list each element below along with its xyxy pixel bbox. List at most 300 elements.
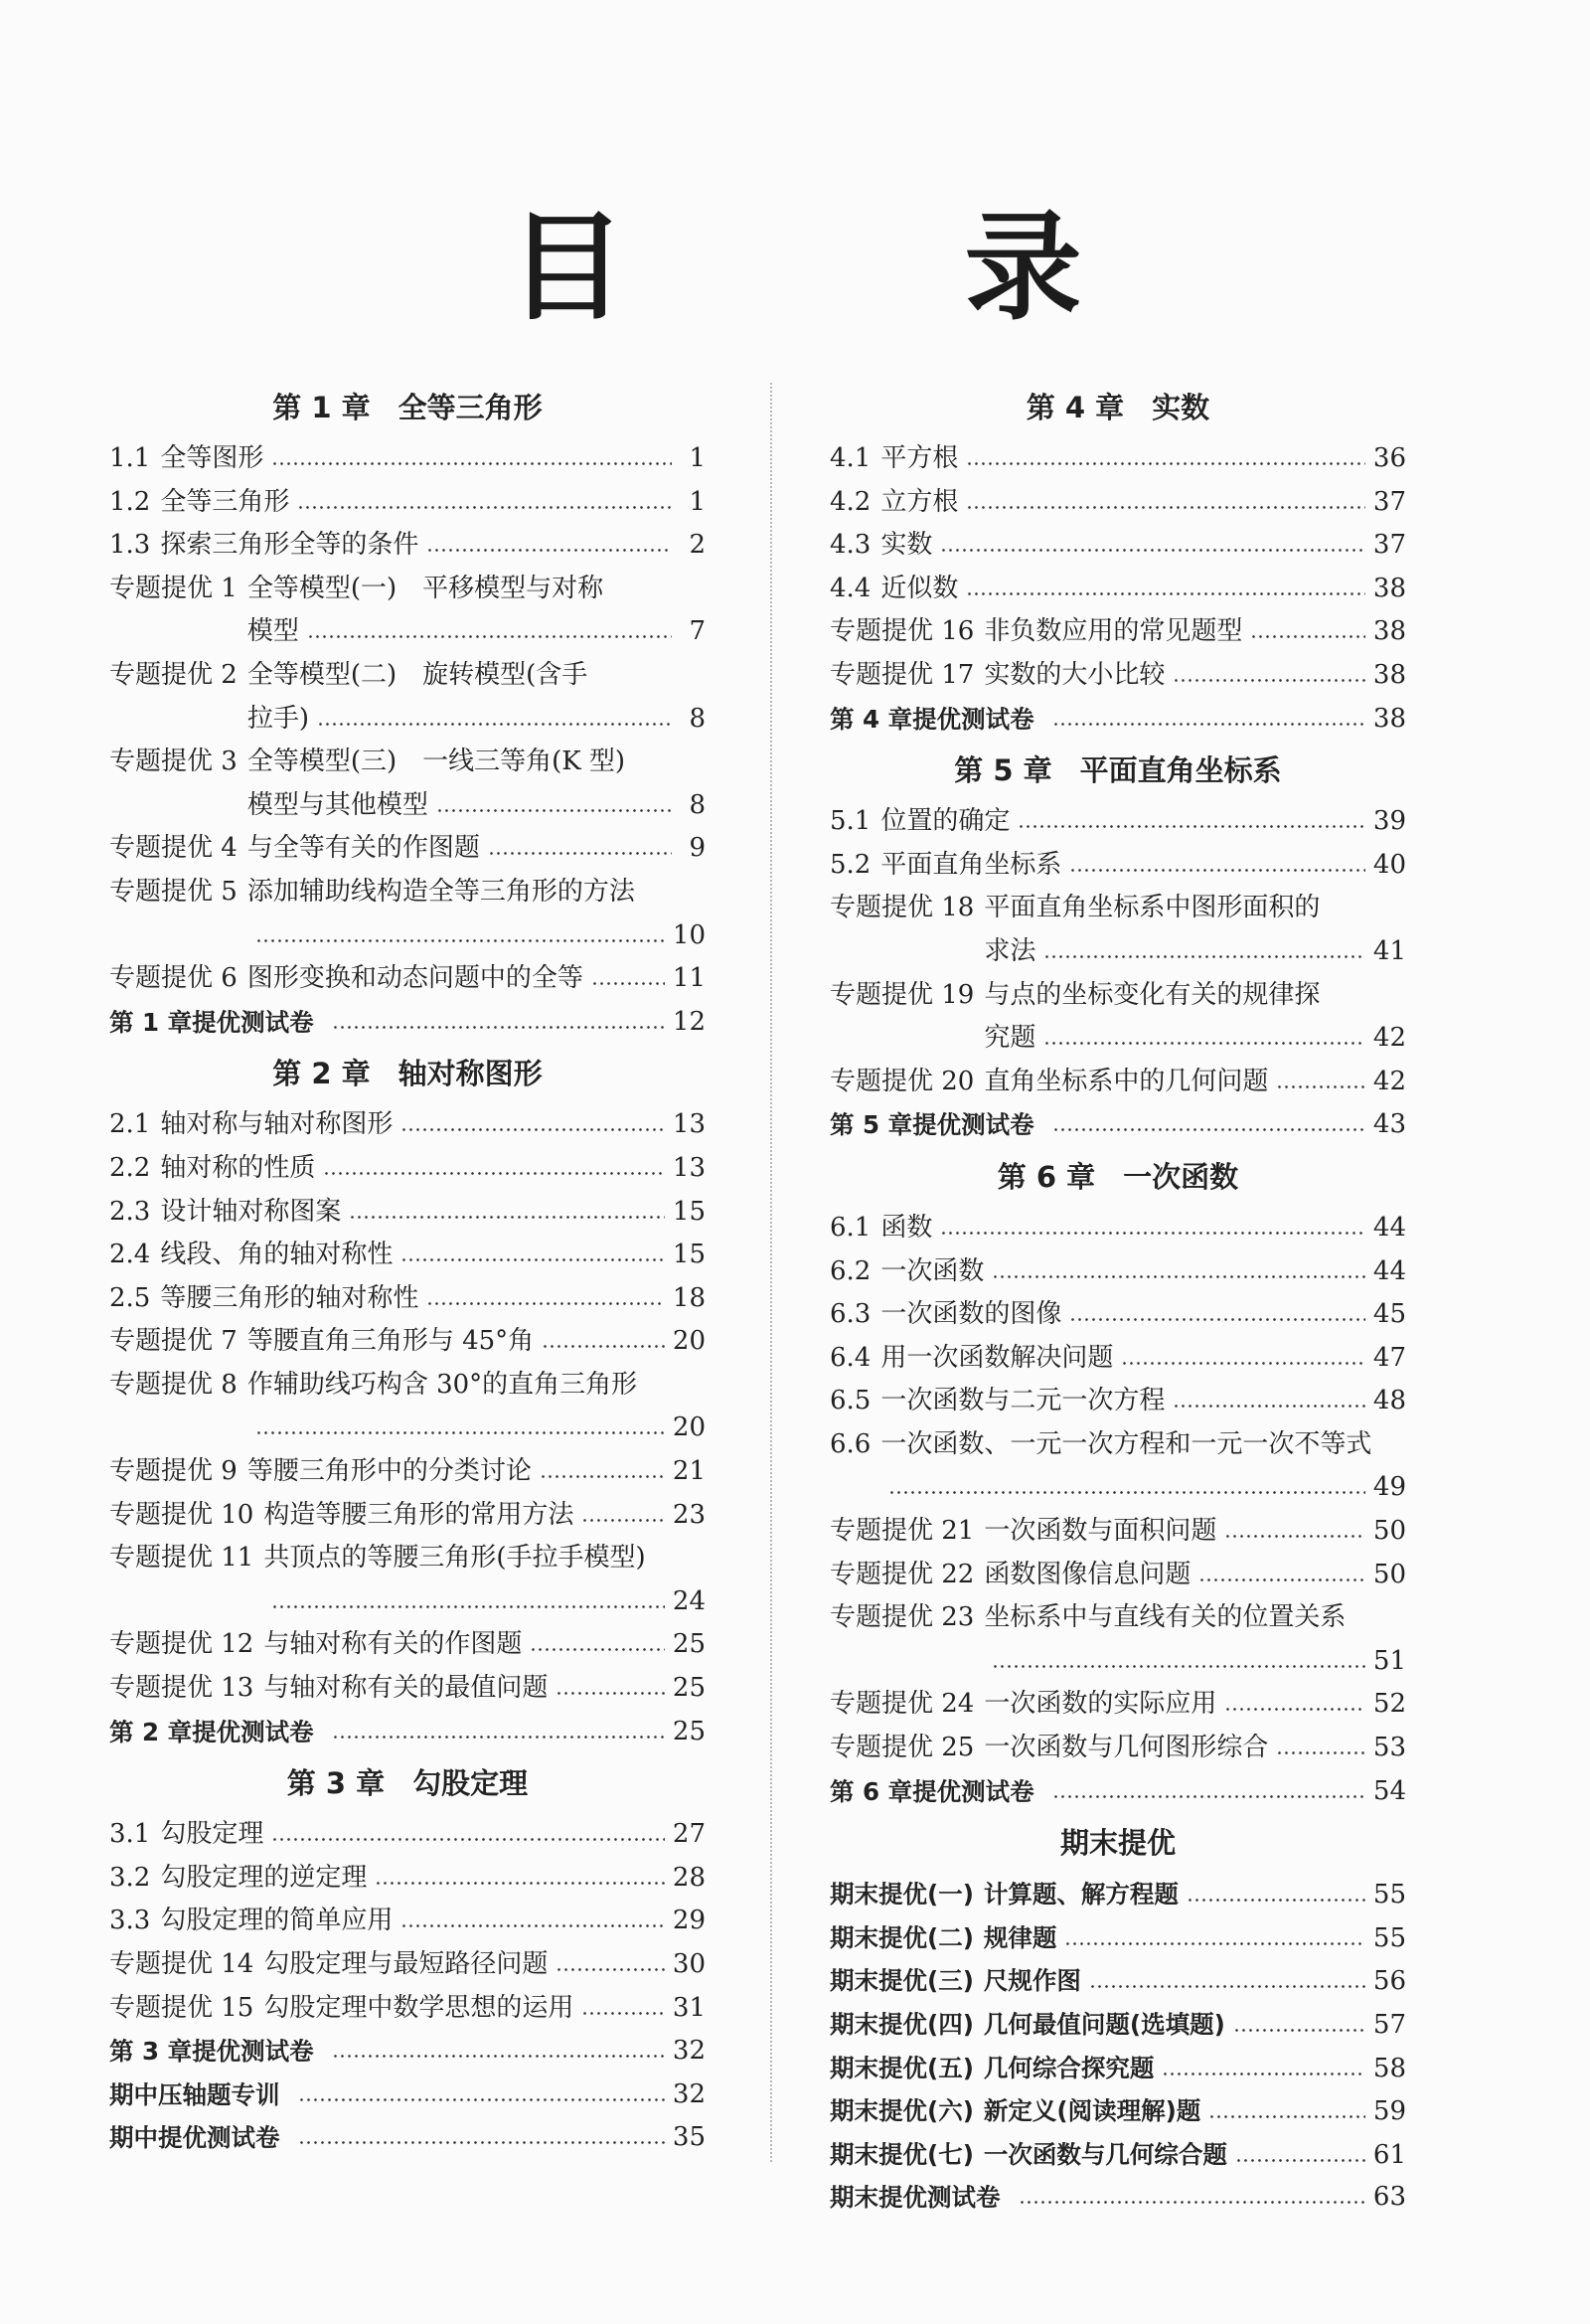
dot-leader: [1052, 704, 1365, 726]
page-number: 1: [689, 443, 706, 473]
toc-entry[interactable]: [109, 1234, 706, 1277]
entry-body: [247, 1320, 706, 1364]
dot-leader: [298, 2123, 665, 2145]
toc-entry[interactable]: [830, 1554, 1406, 1597]
toc-entry[interactable]: [830, 1683, 1406, 1727]
entry-body: [263, 1943, 706, 1987]
entry-line: [247, 1320, 706, 1364]
entry-line: [880, 1250, 1406, 1294]
entry-title: 轴对称与轴对称图形: [160, 1109, 394, 1140]
dot-leader: [426, 1284, 665, 1306]
toc-entry[interactable]: [830, 568, 1406, 611]
toc-entry[interactable]: [830, 974, 1406, 1061]
entry-line: [247, 654, 706, 698]
entry-number: 专题提优 2: [109, 659, 238, 690]
toc-entry[interactable]: [109, 1900, 706, 1943]
entry-title: 勾股定理: [160, 1819, 264, 1850]
toc-entry[interactable]: [109, 1494, 706, 1538]
toc-entry[interactable]: [830, 524, 1406, 568]
page-number: 35: [672, 2122, 706, 2153]
chapter-heading: [830, 378, 1406, 437]
toc-entry[interactable]: [109, 568, 706, 654]
chapter-name: 勾股定理: [412, 1766, 529, 1801]
toc-entry[interactable]: [830, 1337, 1406, 1381]
toc-entry[interactable]: [830, 1207, 1406, 1250]
toc-entry[interactable]: [830, 437, 1406, 481]
page-number: 52: [1372, 1689, 1406, 1720]
entry-title: 一次函数与面积问题: [984, 1516, 1217, 1547]
toc-entry[interactable]: [109, 871, 706, 957]
entry-body: [1011, 2176, 1407, 2220]
entry-body: [984, 2089, 1406, 2133]
chapter-label: 第 5 章: [954, 753, 1052, 788]
page-number: 38: [1372, 703, 1406, 734]
page-number: 51: [1372, 1645, 1406, 1676]
entry-body: [247, 871, 706, 957]
entry-number: 专题提优 24: [830, 1689, 975, 1720]
entry-number: 专题提优 10: [109, 1499, 254, 1530]
page-number: 21: [672, 1456, 706, 1487]
toc-entry[interactable]: [830, 2133, 1406, 2177]
toc-entry[interactable]: [830, 1380, 1406, 1423]
entry-line: [160, 1191, 706, 1235]
entry-body: [984, 2047, 1406, 2090]
entry-body: [160, 1277, 706, 1321]
toc-entry[interactable]: [830, 2003, 1406, 2047]
entry-number: 专题提优 15: [109, 1992, 254, 2023]
entry-title: 等腰三角形中的分类讨论: [246, 1456, 532, 1487]
entry-title: 一次函数与几何综合题: [983, 2139, 1227, 2169]
toc-entry[interactable]: [109, 1537, 706, 1623]
page-number: 1: [689, 486, 706, 517]
page-number: 8: [689, 789, 706, 820]
page-number: 9: [689, 833, 706, 864]
entry-title: 一次函数的实际应用: [984, 1689, 1217, 1720]
entry-body: [247, 568, 706, 654]
entry-title: 图形变换和动态问题中的全等: [246, 963, 583, 994]
toc-entry[interactable]: [109, 1191, 706, 1235]
entry-number: 3.1: [109, 1819, 151, 1850]
entry-title: 非负数应用的常见题型: [984, 616, 1243, 647]
page-number: 10: [672, 919, 706, 950]
entry-line: [880, 1466, 1406, 1510]
dot-leader: [581, 1501, 665, 1523]
toc-entry[interactable]: [109, 481, 706, 525]
entry-number: 第 1 章提优测试卷: [109, 1007, 314, 1037]
chapter-heading: [109, 1044, 706, 1103]
toc-entry[interactable]: [109, 1857, 706, 1901]
dot-leader: [1121, 1344, 1365, 1366]
entry-title: 线段、角的轴对称性: [160, 1240, 394, 1270]
entry-title: 尺规作图: [983, 1966, 1081, 1996]
entry-number: 专题提优 19: [830, 979, 975, 1010]
page-number: 20: [672, 1326, 706, 1357]
toc-entry[interactable]: [109, 1943, 706, 1987]
chapter-name: 实数: [1152, 391, 1210, 424]
dot-leader: [888, 1473, 1365, 1495]
entry-number: 专题提优 5: [109, 876, 238, 907]
entry-body: [984, 974, 1406, 1061]
entry-number: 期末提优(七): [830, 2139, 974, 2169]
entry-body: [247, 827, 706, 871]
entry-body: [1044, 698, 1406, 742]
toc-entry[interactable]: [109, 524, 706, 568]
page-number: 55: [1372, 1880, 1406, 1910]
entry-title: 勾股定理的逆定理: [160, 1862, 368, 1893]
entry-title: 共顶点的等腰三角形(手拉手模型): [263, 1543, 646, 1574]
dot-leader: [556, 1674, 665, 1696]
entry-line: [263, 1667, 706, 1711]
entry-title: 一次函数、一元一次方程和一元一次不等式: [880, 1428, 1372, 1459]
entry-title: 几何最值问题(选填题): [983, 2010, 1225, 2039]
dot-leader: [1187, 1881, 1365, 1903]
entry-title: 一次函数与几何图形综合: [984, 1733, 1269, 1763]
entry-number: 4.1: [830, 443, 872, 473]
entry-number: 1.2: [109, 486, 151, 517]
page-number: 32: [672, 2036, 706, 2067]
toc-entry[interactable]: [830, 1061, 1406, 1104]
entry-line: [984, 887, 1406, 930]
toc-entry[interactable]: [109, 957, 706, 1001]
entry-line: [247, 568, 706, 611]
entry-body: [984, 1683, 1406, 1727]
page-number: 38: [1372, 616, 1406, 647]
page-number: 55: [1372, 1922, 1406, 1953]
dot-leader: [1089, 1967, 1365, 1989]
entry-body: [880, 568, 1406, 611]
entry-body: [984, 1727, 1406, 1770]
entry-line: [984, 1061, 1406, 1104]
toc-entry[interactable]: [109, 1667, 706, 1711]
entry-body: [324, 2030, 706, 2074]
dot-leader: [1198, 1561, 1365, 1582]
entry-number: 期中压轴题专训: [109, 2079, 280, 2109]
dot-leader: [271, 444, 672, 466]
dot-leader: [332, 2037, 665, 2059]
entry-title: 一次函数: [880, 1255, 985, 1286]
toc-entry[interactable]: [830, 1770, 1406, 1814]
entry-title: 实数: [880, 530, 933, 561]
entry-title: 新定义(阅读理解)题: [983, 2096, 1201, 2126]
entry-number: 期末提优(六): [830, 2096, 974, 2126]
entry-number: 4.4: [830, 573, 872, 603]
entry-number: 期末提优(三): [830, 1966, 974, 1996]
toc-entry[interactable]: [830, 1916, 1406, 1960]
entry-line: [160, 1857, 706, 1901]
entry-line: [1044, 698, 1406, 742]
entry-title: 全等三角形: [160, 486, 290, 517]
entry-line: [984, 610, 1406, 654]
entry-line: [160, 1277, 706, 1321]
entry-title: 勾股定理与最短路径问题: [263, 1949, 549, 1979]
entry-line: [160, 437, 706, 481]
entry-line: [160, 1234, 706, 1277]
page-number: 27: [672, 1819, 706, 1850]
entry-body: [324, 1001, 706, 1045]
chapter-name: 全等三角形: [398, 391, 543, 424]
entry-line: [984, 1683, 1406, 1727]
page-number: 38: [1372, 659, 1406, 690]
entry-line: [160, 481, 706, 525]
dot-leader: [540, 1457, 665, 1479]
entry-number: 专题提优 17: [830, 659, 975, 690]
dot-leader: [307, 617, 672, 639]
dot-leader: [1052, 1777, 1365, 1799]
chapter-heading: [830, 1813, 1406, 1873]
toc-entry[interactable]: [830, 698, 1406, 742]
entry-title: 勾股定理中数学思想的运用: [263, 1992, 574, 2023]
entry-line: [247, 610, 706, 654]
dot-leader: [966, 444, 1365, 466]
page-number: 50: [1372, 1516, 1406, 1547]
toc-entry[interactable]: [830, 1959, 1406, 2003]
chapter-heading: [109, 1753, 706, 1813]
page-number: 20: [672, 1412, 706, 1443]
entry-line: [880, 1293, 1406, 1337]
page-number: 8: [689, 703, 706, 734]
entry-number: 期末提优测试卷: [830, 2183, 1001, 2213]
entry-line: [263, 1494, 706, 1538]
dot-leader: [1233, 2011, 1365, 2033]
page-number: 42: [1372, 1066, 1406, 1096]
toc-entry[interactable]: [830, 844, 1406, 888]
chapter-name: 轴对称图形: [398, 1057, 543, 1091]
chapter-label: 第 2 章: [272, 1057, 371, 1091]
entry-number: 6.3: [830, 1299, 872, 1330]
toc-entry[interactable]: [109, 1364, 706, 1450]
dot-leader: [940, 1214, 1365, 1236]
entry-line: [290, 2074, 707, 2117]
entry-title: 一次函数的图像: [880, 1299, 1062, 1330]
dot-leader: [992, 1647, 1365, 1669]
toc-entry[interactable]: [109, 437, 706, 481]
page-number: 29: [672, 1906, 706, 1936]
entry-line: [160, 1900, 706, 1943]
dot-leader: [1276, 1734, 1365, 1755]
page-number: 30: [672, 1949, 706, 1979]
toc-entry[interactable]: [109, 1711, 706, 1754]
toc-entry[interactable]: [830, 887, 1406, 973]
toc-entry[interactable]: [830, 1873, 1406, 1916]
toc-entry[interactable]: [830, 610, 1406, 654]
toc-entry[interactable]: [109, 1320, 706, 1364]
toc-entry[interactable]: [830, 2176, 1406, 2220]
dot-leader: [271, 1820, 665, 1842]
entry-body: [880, 1380, 1406, 1423]
entry-number: 专题提优 22: [830, 1559, 975, 1589]
entry-number: 专题提优 14: [109, 1949, 254, 1979]
page-number: 13: [672, 1152, 706, 1183]
entry-title: 究题: [984, 1023, 1036, 1054]
entry-title: 添加辅助线构造全等三角形的方法: [246, 876, 635, 907]
entry-title: 近似数: [880, 573, 959, 603]
dot-leader: [591, 964, 665, 986]
toc-entry[interactable]: [830, 1293, 1406, 1337]
toc-entry[interactable]: [830, 1103, 1406, 1147]
entry-number: 2.2: [109, 1152, 151, 1183]
column-divider: [770, 383, 772, 2162]
entry-line: [247, 957, 706, 1001]
dot-leader: [488, 834, 672, 856]
toc-entry[interactable]: [109, 827, 706, 871]
toc-entry[interactable]: [109, 1001, 706, 1045]
dot-leader: [375, 1864, 665, 1886]
dot-leader: [323, 1154, 665, 1176]
entry-line: [324, 1711, 706, 1754]
chapter-heading: [830, 741, 1406, 800]
entry-line: [984, 1596, 1406, 1640]
page-number: 50: [1372, 1559, 1406, 1589]
page-number: 12: [672, 1006, 706, 1037]
entry-line: [880, 1207, 1406, 1250]
entry-title: 直角坐标系中的几何问题: [984, 1066, 1269, 1096]
toc-entry[interactable]: [830, 1727, 1406, 1770]
toc-entry[interactable]: [109, 1987, 706, 2031]
entry-line: [263, 1537, 706, 1580]
entry-body: [880, 481, 1406, 525]
entry-title: 构造等腰三角形的常用方法: [263, 1499, 574, 1530]
dot-leader: [1018, 807, 1365, 829]
entry-line: [984, 974, 1406, 1018]
entry-line: [984, 654, 1406, 698]
entry-number: 6.4: [830, 1342, 872, 1373]
toc-entry[interactable]: [109, 654, 706, 741]
page-number: 63: [1372, 2182, 1406, 2213]
entry-body: [324, 1711, 706, 1754]
toc-entry[interactable]: [109, 1623, 706, 1667]
entry-line: [247, 1450, 706, 1494]
toc-entry[interactable]: [830, 1510, 1406, 1554]
chapter-label: 第 3 章: [286, 1766, 386, 1801]
page-number: 43: [1372, 1109, 1406, 1140]
entry-title: 全等模型(一) 平移模型与对称: [246, 573, 604, 603]
entry-title: 计算题、解方程题: [983, 1880, 1179, 1909]
chapter-label: 期末提优: [1059, 1826, 1176, 1861]
entry-body: [1044, 1770, 1406, 1814]
page-number: 53: [1372, 1733, 1406, 1763]
toc-entry[interactable]: [109, 1147, 706, 1191]
dot-leader: [966, 488, 1365, 510]
toc-entry[interactable]: [109, 2074, 706, 2117]
entry-line: [324, 2030, 706, 2074]
page-number: 25: [672, 1716, 706, 1746]
dot-leader: [556, 1950, 665, 1972]
entry-title: 求法: [984, 935, 1036, 966]
chapter-heading: [109, 378, 706, 437]
dot-leader: [1224, 1517, 1365, 1539]
entry-title: 用一次函数解决问题: [880, 1342, 1114, 1373]
dot-leader: [426, 531, 672, 553]
toc-entry[interactable]: [830, 1250, 1406, 1294]
dot-leader: [297, 488, 672, 510]
toc-entry[interactable]: [830, 2089, 1406, 2133]
dot-leader: [1173, 1387, 1365, 1409]
entry-body: [160, 1147, 706, 1191]
toc-entry[interactable]: [830, 2047, 1406, 2090]
toc-entry[interactable]: [830, 654, 1406, 698]
entry-number: 6.2: [830, 1255, 872, 1286]
toc-entry[interactable]: [109, 1450, 706, 1494]
entry-title: 平面直角坐标系: [880, 849, 1062, 880]
entry-body: [984, 610, 1406, 654]
page-number: 48: [1372, 1386, 1406, 1416]
entry-line: [263, 1580, 706, 1624]
entry-line: [880, 481, 1406, 525]
entry-body: [160, 437, 706, 481]
entry-body: [880, 1250, 1406, 1294]
entry-body: [984, 2133, 1406, 2177]
entry-body: [247, 741, 706, 827]
toc-entry[interactable]: [830, 800, 1406, 844]
entry-line: [324, 1001, 706, 1045]
entry-body: [263, 1623, 706, 1667]
entry-line: [160, 1147, 706, 1191]
entry-body: [263, 1494, 706, 1538]
toc-entry[interactable]: [109, 1277, 706, 1321]
toc-entry[interactable]: [830, 1596, 1406, 1683]
entry-body: [160, 1813, 706, 1857]
dot-leader: [255, 1413, 665, 1435]
entry-title: 函数: [880, 1212, 933, 1243]
toc-entry[interactable]: [109, 1103, 706, 1147]
page-number: 58: [1372, 2053, 1406, 2083]
entry-number: 专题提优 8: [109, 1369, 238, 1400]
entry-line: [263, 1987, 706, 2031]
page-number: 15: [672, 1196, 706, 1227]
entry-number: 专题提优 9: [109, 1456, 238, 1487]
entry-body: [880, 844, 1406, 888]
entry-title: 平方根: [880, 443, 959, 473]
entry-line: [880, 1380, 1406, 1423]
entry-line: [247, 698, 706, 742]
toc-entry[interactable]: [830, 481, 1406, 525]
entry-title: 探索三角形全等的条件: [160, 530, 419, 561]
dot-leader: [332, 1008, 665, 1030]
entry-number: 3.2: [109, 1862, 151, 1893]
entry-body: [160, 1857, 706, 1901]
toc-entry[interactable]: [109, 2030, 706, 2074]
toc-entry[interactable]: [109, 1813, 706, 1857]
entry-body: [880, 1293, 1406, 1337]
dot-leader: [1235, 2141, 1365, 2163]
entry-body: [160, 481, 706, 525]
entry-body: [1044, 1103, 1406, 1147]
toc-entry[interactable]: [109, 2116, 706, 2160]
entry-number: 4.2: [830, 486, 872, 517]
dot-leader: [581, 1994, 665, 2016]
page-title: 目 录: [508, 199, 1231, 336]
dot-leader: [1043, 1024, 1365, 1046]
page-number: 41: [1372, 935, 1406, 966]
dot-leader: [400, 1110, 665, 1132]
entry-body: [160, 524, 706, 568]
toc-entry[interactable]: [109, 741, 706, 827]
entry-number: 5.2: [830, 849, 872, 880]
dot-leader: [332, 1718, 665, 1740]
dot-leader: [255, 920, 665, 942]
dot-leader: [1043, 937, 1365, 959]
entry-line: [263, 1943, 706, 1987]
entry-line: [984, 2047, 1406, 2090]
entry-title: 平面直角坐标系中图形面积的: [984, 893, 1321, 923]
entry-title: 实数的大小比较: [984, 659, 1166, 690]
entry-number: 专题提优 6: [109, 963, 238, 994]
toc-entry[interactable]: [830, 1423, 1406, 1510]
entry-line: [984, 1510, 1406, 1554]
chapter-name: 一次函数: [1123, 1159, 1239, 1194]
entry-title: 设计轴对称图案: [160, 1196, 342, 1227]
entry-number: 3.3: [109, 1906, 151, 1936]
